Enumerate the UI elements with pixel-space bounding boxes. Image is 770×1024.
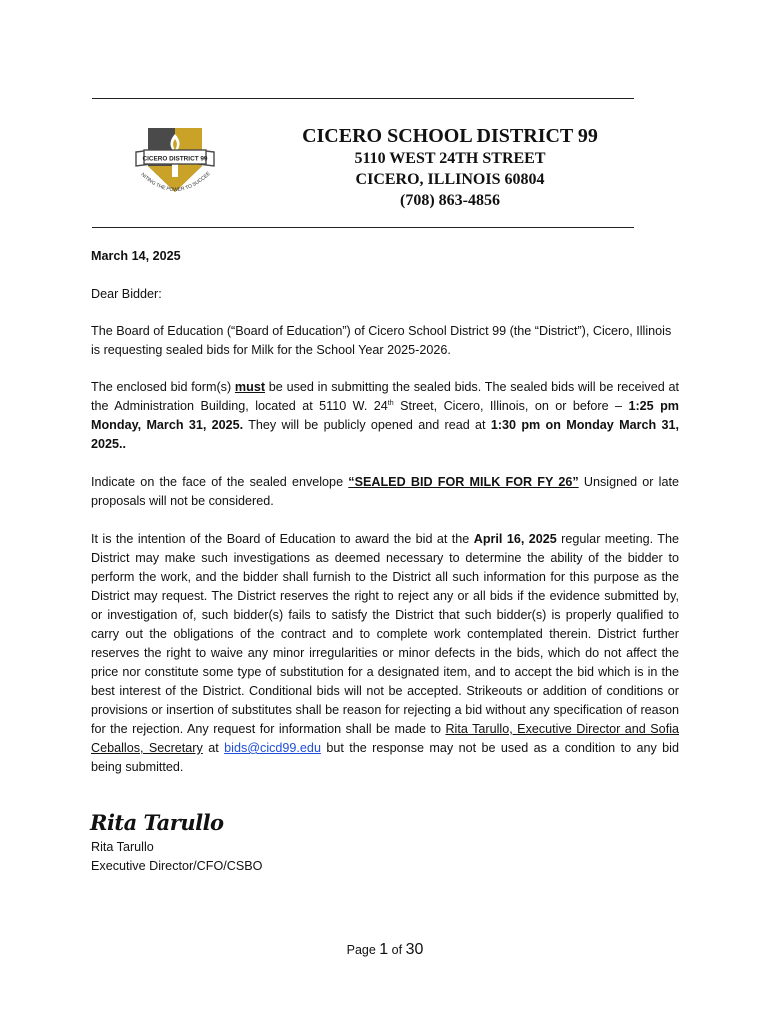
signer-name: Rita Tarullo: [91, 840, 154, 854]
email-link[interactable]: bids@cicd99.edu: [224, 741, 321, 755]
page-total: 30: [405, 941, 424, 958]
envelope-label: “SEALED BID FOR MILK FOR FY 26”: [348, 475, 579, 489]
letterhead-bottom-rule: [92, 227, 634, 228]
district-phone: (708) 863-4856: [400, 192, 500, 209]
deadline-text: 1:25 pm Monday, March 31, 2025.: [91, 399, 679, 432]
signature: Rita Tarullo: [90, 810, 224, 835]
logo-banner-text: CICERO DISTRICT 99: [142, 155, 208, 163]
signer-title: Executive Director/CFO/CSBO: [91, 859, 263, 873]
opening-time-text: 1:30 pm on Monday March 31, 2025..: [91, 418, 679, 451]
letter-date: March 14, 2025: [91, 249, 181, 263]
contact-names: Rita Tarullo, Executive Director and Sofia Ceballos, Secretary: [91, 722, 679, 755]
paragraph-award: It is the intention of the Board of Education to award the bid at the April 16, 2025 regular meeting. The District may make such investigations as deemed necessary to determine the ability of the bidder to perform the work, and the bidder shall furnish to the District all such information for this purpose as the District may request. The District reserves the right to reject any or all bids if the evidence submitted by, or investigation of, such bidder(s) fails to satisfy the District that such bidder(s) is properly qualified to carry out the obligations of the contract and to complete work contemplated therein. District further reserves the right to waive any minor irregularities or minor defects in the bids, which do not affect the price nor constitute some type of substitution for a designated item, and to accept the bid which is in the best interest of the District. Conditional bids will not be accepted. Strikeouts or addition of conditions or provisions or insertion of substitutes shall be reason for rejecting a bid without any specification of reason for the rejection. Any request for information shall be made to Rita Tarullo, Executive Director and Sofia Ceballos, Secretary at bids@cicd99.edu but the response may not be used as a condition to any bid being submitted.: [91, 532, 679, 774]
letter-salutation: Dear Bidder:: [91, 287, 162, 301]
paragraph-submission: The enclosed bid form(s) must be used in submitting the sealed bids. The sealed bids will be received at the Administration Building, located at 5110 W. 24th Street, Cicero, Illinois, on or before – 1:25 pm Monday, March 31, 2025. They will be publicly opened and read at 1:30 pm on Monday March 31, 2025..: [91, 380, 679, 451]
district-street: 5110 WEST 24TH STREET: [354, 150, 546, 167]
paragraph-request: The Board of Education (“Board of Education”) of Cicero School District 99 (the “District”), Cicero, Illinois is requesting sealed bids for Milk for the School Year 2025-2026.: [91, 324, 672, 357]
logo-ribbon-text: NITING THE POWER TO SUCCEE: [139, 170, 212, 194]
paragraph-envelope: Indicate on the face of the sealed envelope “SEALED BID FOR MILK FOR FY 26” Unsigned or late proposals will not be considered.: [91, 475, 679, 508]
page-number: 1: [379, 941, 389, 958]
meeting-date: April 16, 2025: [473, 532, 557, 546]
district-name: CICERO SCHOOL DISTRICT 99: [302, 125, 598, 147]
district-logo: [132, 120, 218, 206]
district-city: CICERO, ILLINOIS 60804: [355, 171, 545, 188]
letterhead-top-rule: [92, 98, 634, 99]
must-emphasis: must: [234, 380, 266, 394]
page-footer: Page 1 of 30: [346, 941, 424, 958]
